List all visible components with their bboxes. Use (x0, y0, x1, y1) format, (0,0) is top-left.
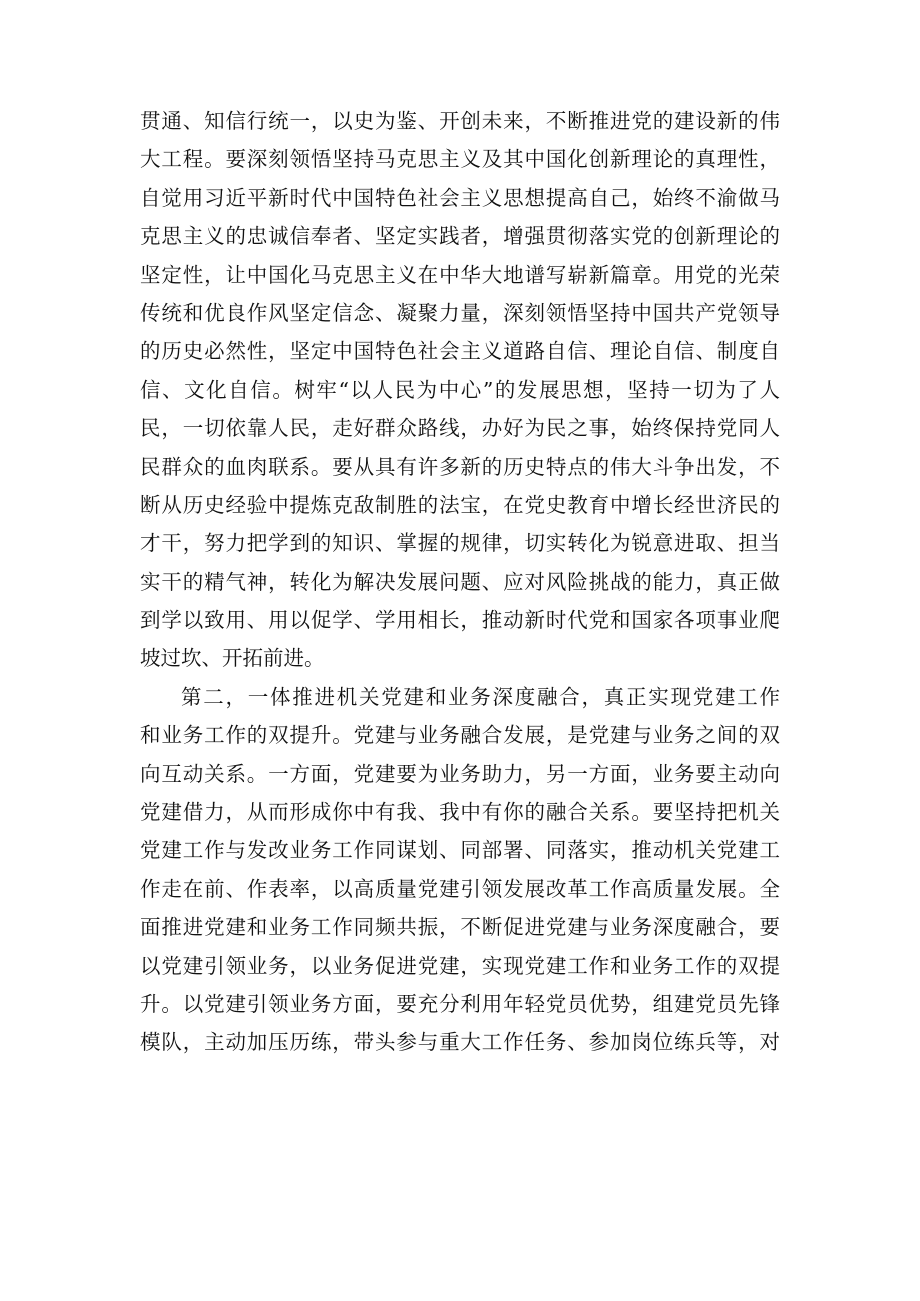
text-line: 坡过坎、开拓前进。 (140, 646, 325, 671)
text-line: 以党建引领业务，以业务促进党建，实现党建工作和业务工作的双提 (140, 953, 780, 978)
text-line: 的历史必然性，坚定中国特色社会主义道路自信、理论自信、制度自 (140, 339, 780, 364)
text-line: 坚定性，让中国化马克思主义在中华大地谱写崭新篇章。用党的光荣 (140, 262, 780, 287)
text-line: 作走在前、作表率，以高质量党建引领发展改革工作高质量发展。全 (140, 876, 780, 901)
text-line: 民群众的血肉联系。要从具有许多新的历史特点的伟大斗争出发，不 (140, 454, 780, 479)
text-line: 自觉用习近平新时代中国特色社会主义思想提高自己，始终不渝做马 (140, 185, 780, 210)
text-line: 第二，一体推进机关党建和业务深度融合，真正实现党建工作 (181, 684, 780, 709)
paragraph-2 (140, 678, 780, 1062)
text-line: 向互动关系。一方面，党建要为业务助力，另一方面，业务要主动向 (140, 761, 780, 786)
text-line: 民，一切依靠人民，走好群众路线，办好为民之事，始终保持党同人 (140, 416, 780, 441)
text-line: 断从历史经验中提炼克敌制胜的法宝，在党史教育中增长经世济民的 (140, 492, 780, 517)
text-line: 传统和优良作风坚定信念、凝聚力量，深刻领悟坚持中国共产党领导 (140, 300, 780, 325)
text-line: 到学以致用、用以促学、学用相长，推动新时代党和国家各项事业爬 (140, 608, 780, 633)
text-line: 才干，努力把学到的知识、掌握的规律，切实转化为锐意进取、担当 (140, 531, 780, 556)
text-line: 升。以党建引领业务方面，要充分利用年轻党员优势，组建党员先锋 (140, 991, 780, 1016)
text-line: 贯通、知信行统一，以史为鉴、开创未来，不断推进党的建设新的伟 (140, 109, 780, 133)
paragraph-1 (140, 102, 780, 678)
text-line: 党建借力，从而形成你中有我、我中有你的融合关系。要坚持把机关 (140, 800, 780, 825)
body-text (140, 102, 780, 1062)
text-line: 面推进党建和业务工作同频共振，不断促进党建与业务深度融合，要 (140, 915, 780, 940)
text-line: 信、文化自信。树牢“以人民为中心”的发展思想，坚持一切为了人 (140, 377, 780, 402)
text-line: 和业务工作的双提升。党建与业务融合发展，是党建与业务之间的双 (140, 723, 780, 748)
text-line: 实干的精气神，转化为解决发展问题、应对风险挑战的能力，真正做 (140, 569, 780, 594)
text-line: 克思主义的忠诚信奉者、坚定实践者，增强贯彻落实党的创新理论的 (140, 224, 780, 249)
text-line: 模队，主动加压历练，带头参与重大工作任务、参加岗位练兵等，对 (140, 1030, 780, 1055)
text-line: 党建工作与发改业务工作同谋划、同部署、同落实，推动机关党建工 (140, 838, 780, 863)
text-line: 大工程。要深刻领悟坚持马克思主义及其中国化创新理论的真理性， (140, 147, 780, 172)
